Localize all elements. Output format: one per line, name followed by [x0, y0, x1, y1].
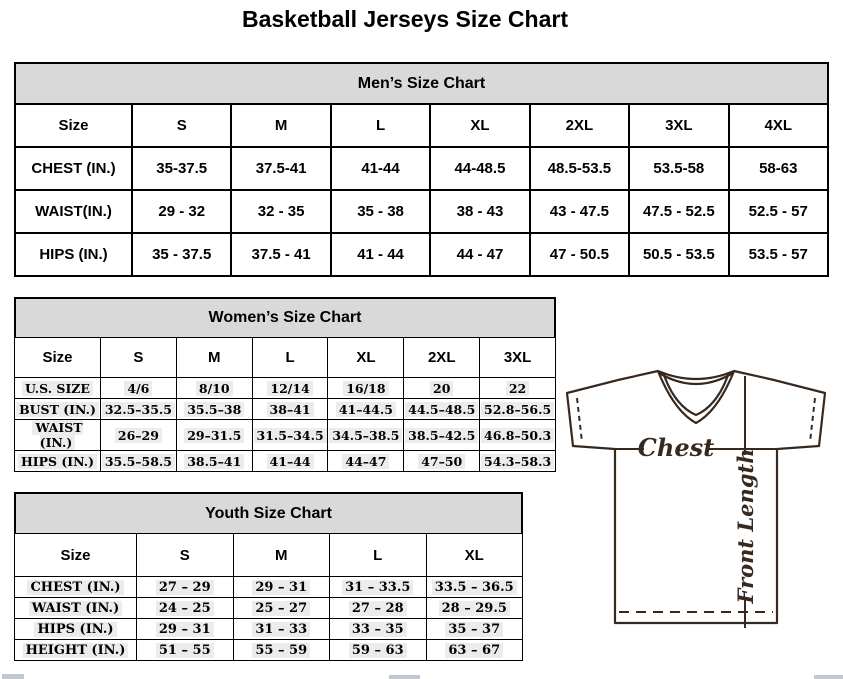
- cell-value: 47–50: [404, 451, 480, 472]
- page-title: Basketball Jerseys Size Chart: [241, 6, 568, 32]
- cell-value: 12/14: [252, 378, 328, 399]
- table-row: [15, 399, 556, 420]
- cropped-row-fragment: [814, 675, 843, 679]
- mens-size-chart: [14, 62, 829, 277]
- column-header: XL: [328, 338, 404, 378]
- cell-value: 55 – 59: [233, 640, 330, 661]
- row-label: HIPS (IN.): [15, 619, 137, 640]
- cell-value: 35 - 37.5: [132, 233, 231, 276]
- cell-value: 34.5–38.5: [328, 420, 404, 451]
- jersey-diagram: [556, 362, 843, 666]
- cell-value: 52.8–56.5: [480, 399, 556, 420]
- cell-value: 50.5 - 53.5: [629, 233, 728, 276]
- cell-value: 35.5–58.5: [101, 451, 177, 472]
- cell-value: 48.5-53.5: [530, 147, 629, 190]
- column-header: XL: [430, 104, 529, 147]
- cell-value: 27 – 29: [137, 577, 234, 598]
- cell-value: 46.8–50.3: [480, 420, 556, 451]
- column-header: M: [231, 104, 330, 147]
- cell-value: 54.3–58.3: [480, 451, 556, 472]
- cell-value: 41–44.5: [328, 399, 404, 420]
- row-label: WAIST (IN.): [15, 420, 101, 451]
- column-header: L: [252, 338, 328, 378]
- column-header: L: [331, 104, 430, 147]
- cell-value: 29 – 31: [137, 619, 234, 640]
- table-row: [15, 147, 828, 190]
- cell-value: 38.5–42.5: [404, 420, 480, 451]
- column-header: L: [330, 534, 427, 577]
- column-header: Size: [15, 338, 101, 378]
- womens-chart-title-band: Women’s Size Chart: [14, 297, 556, 337]
- cell-value: 35-37.5: [132, 147, 231, 190]
- column-header: M: [176, 338, 252, 378]
- cell-value: 44–47: [328, 451, 404, 472]
- column-header: XL: [426, 534, 523, 577]
- cell-value: 53.5-58: [629, 147, 728, 190]
- column-header: 2XL: [404, 338, 480, 378]
- cell-value: 38 - 43: [430, 190, 529, 233]
- cell-value: 47 - 50.5: [530, 233, 629, 276]
- row-label: U.S. SIZE: [15, 378, 101, 399]
- column-header: S: [132, 104, 231, 147]
- table-row: [15, 619, 523, 640]
- cell-value: 8/10: [176, 378, 252, 399]
- cell-value: 41 - 44: [331, 233, 430, 276]
- cell-value: 51 – 55: [137, 640, 234, 661]
- row-label: CHEST (IN.): [15, 577, 137, 598]
- column-header: 3XL: [480, 338, 556, 378]
- chest-label: Chest: [637, 433, 715, 462]
- table-row: [15, 598, 523, 619]
- cell-value: 58-63: [729, 147, 828, 190]
- cell-value: 33.5 – 36.5: [426, 577, 523, 598]
- cell-value: 32 - 35: [231, 190, 330, 233]
- jersey-outline: [567, 371, 825, 623]
- mens-chart-title-band: Men’s Size Chart: [14, 62, 829, 103]
- cell-value: 44.5–48.5: [404, 399, 480, 420]
- womens-size-table: [14, 337, 556, 472]
- cell-value: 41–44: [252, 451, 328, 472]
- table-row: [15, 190, 828, 233]
- row-label: HEIGHT (IN.): [15, 640, 137, 661]
- cell-value: 27 – 28: [330, 598, 427, 619]
- cell-value: 25 – 27: [233, 598, 330, 619]
- cell-value: 53.5 - 57: [729, 233, 828, 276]
- youth-chart-title-band: Youth Size Chart: [14, 492, 523, 533]
- row-label: WAIST(IN.): [15, 190, 132, 233]
- table-row: [15, 577, 523, 598]
- column-header-row: [15, 104, 828, 147]
- cell-value: 20: [404, 378, 480, 399]
- cell-value: 41-44: [331, 147, 430, 190]
- cell-value: 59 – 63: [330, 640, 427, 661]
- row-label: WAIST (IN.): [15, 598, 137, 619]
- table-row: [15, 451, 556, 472]
- cell-value: 63 – 67: [426, 640, 523, 661]
- cell-value: 33 – 35: [330, 619, 427, 640]
- row-label: HIPS (IN.): [15, 451, 101, 472]
- row-label: BUST (IN.): [15, 399, 101, 420]
- cell-value: 43 - 47.5: [530, 190, 629, 233]
- column-header: S: [101, 338, 177, 378]
- cropped-row-fragment: [389, 675, 420, 679]
- front-length-label: Front Length: [733, 448, 758, 604]
- table-row: [15, 640, 523, 661]
- womens-size-chart: [14, 297, 556, 472]
- column-header: 4XL: [729, 104, 828, 147]
- youth-size-chart: [14, 492, 523, 661]
- column-header: Size: [15, 104, 132, 147]
- cell-value: 16/18: [328, 378, 404, 399]
- youth-size-table: [14, 533, 523, 661]
- cell-value: 29 - 32: [132, 190, 231, 233]
- column-header: 3XL: [629, 104, 728, 147]
- cell-value: 29–31.5: [176, 420, 252, 451]
- cell-value: 35 - 38: [331, 190, 430, 233]
- cell-value: 38–41: [252, 399, 328, 420]
- row-label: HIPS (IN.): [15, 233, 132, 276]
- cell-value: 4/6: [101, 378, 177, 399]
- cell-value: 31.5–34.5: [252, 420, 328, 451]
- cell-value: 44-48.5: [430, 147, 529, 190]
- row-label: CHEST (IN.): [15, 147, 132, 190]
- cell-value: 35.5–38: [176, 399, 252, 420]
- cell-value: 31 – 33: [233, 619, 330, 640]
- cell-value: 37.5 - 41: [231, 233, 330, 276]
- cell-value: 28 – 29.5: [426, 598, 523, 619]
- cell-value: 35 – 37: [426, 619, 523, 640]
- table-row: [15, 420, 556, 451]
- cell-value: 22: [480, 378, 556, 399]
- cell-value: 52.5 - 57: [729, 190, 828, 233]
- cell-value: 31 – 33.5: [330, 577, 427, 598]
- cell-value: 38.5–41: [176, 451, 252, 472]
- column-header-row: [15, 338, 556, 378]
- table-row: [15, 233, 828, 276]
- column-header: Size: [15, 534, 137, 577]
- column-header: 2XL: [530, 104, 629, 147]
- cell-value: 24 – 25: [137, 598, 234, 619]
- cell-value: 26–29: [101, 420, 177, 451]
- cell-value: 37.5-41: [231, 147, 330, 190]
- column-header: M: [233, 534, 330, 577]
- cell-value: 32.5–35.5: [101, 399, 177, 420]
- column-header-row: [15, 534, 523, 577]
- column-header: S: [137, 534, 234, 577]
- mens-size-table: [14, 103, 829, 277]
- cell-value: 29 – 31: [233, 577, 330, 598]
- cell-value: 44 - 47: [430, 233, 529, 276]
- cell-value: 47.5 - 52.5: [629, 190, 728, 233]
- table-row: [15, 378, 556, 399]
- cropped-row-fragment: [2, 674, 24, 679]
